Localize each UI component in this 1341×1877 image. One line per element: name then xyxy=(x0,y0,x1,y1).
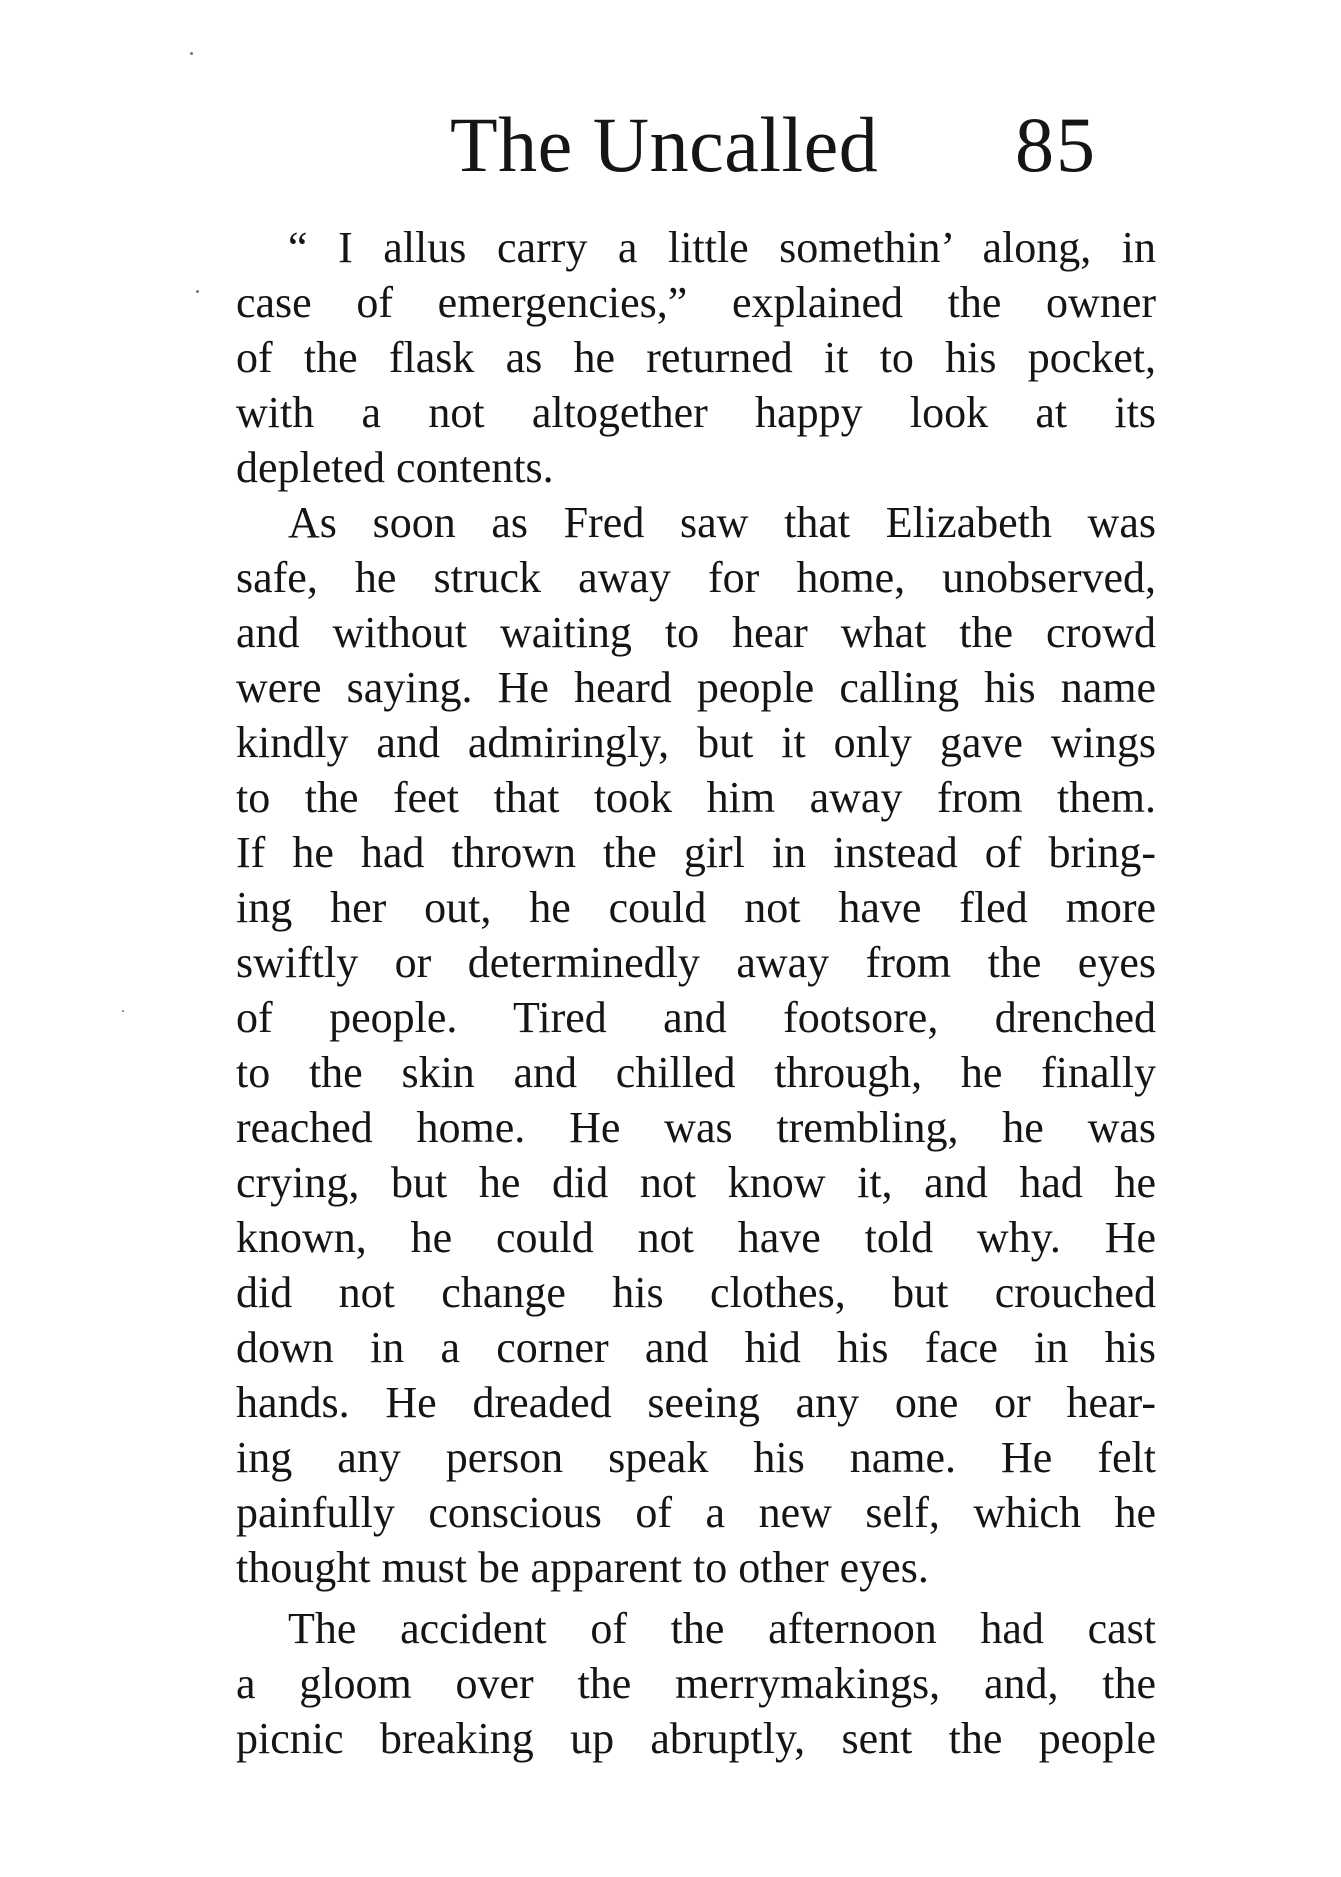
text-line: were saying. He heard people calling his name xyxy=(236,663,1156,712)
text-line: to the feet that took him away from them. xyxy=(236,773,1156,822)
text-line: picnic breaking up abruptly, sent the people xyxy=(236,1714,1156,1763)
text-line: reached home. He was trembling, he was xyxy=(236,1103,1156,1152)
text-line: kindly and admiringly, but it only gave wings xyxy=(236,718,1156,767)
text-line: thought must be apparent to other eyes. xyxy=(236,1543,929,1592)
scan-speck xyxy=(190,52,193,55)
text-line: safe, he struck away for home, unobserved, xyxy=(236,553,1156,602)
text-line: depleted contents. xyxy=(236,443,554,492)
running-title: The Uncalled xyxy=(450,101,879,188)
text-line: painfully conscious of a new self, which he xyxy=(236,1488,1156,1537)
text-line: ing her out, he could not have fled more xyxy=(236,883,1156,932)
text-line: swiftly or determinedly away from the eyes xyxy=(236,938,1156,987)
text-line: of people. Tired and footsore, drenched xyxy=(236,993,1156,1042)
paragraph-3 xyxy=(236,1601,1156,1766)
paragraph-1 xyxy=(236,220,1156,495)
text-line: known, he could not have told why. He xyxy=(236,1213,1156,1262)
text-line: down in a corner and hid his face in his xyxy=(236,1323,1156,1372)
page-number: 85 xyxy=(1015,101,1097,188)
scan-speck xyxy=(122,1010,124,1012)
text-line: hands. He dreaded seeing any one or hear- xyxy=(236,1378,1156,1427)
text-line: did not change his clothes, but crouched xyxy=(236,1268,1156,1317)
running-head xyxy=(450,100,1150,190)
paragraph-2 xyxy=(236,495,1156,1595)
text-line: “ I allus carry a little somethin’ along, in xyxy=(288,223,1156,272)
text-line: to the skin and chilled through, he finally xyxy=(236,1048,1156,1097)
text-line: ing any person speak his name. He felt xyxy=(236,1433,1156,1482)
text-line: and without waiting to hear what the crowd xyxy=(236,608,1156,657)
text-line: If he had thrown the girl in instead of bring- xyxy=(236,828,1156,877)
body-text xyxy=(236,220,1156,1766)
text-line: The accident of the afternoon had cast xyxy=(288,1604,1156,1653)
text-line: crying, but he did not know it, and had he xyxy=(236,1158,1156,1207)
text-line: As soon as Fred saw that Elizabeth was xyxy=(288,498,1156,547)
text-line: case of emergencies,” explained the owner xyxy=(236,278,1156,327)
text-line: a gloom over the merrymakings, and, the xyxy=(236,1659,1156,1708)
scan-speck xyxy=(196,290,199,293)
text-line: of the flask as he returned it to his pocket, xyxy=(236,333,1156,382)
text-line: with a not altogether happy look at its xyxy=(236,388,1156,437)
